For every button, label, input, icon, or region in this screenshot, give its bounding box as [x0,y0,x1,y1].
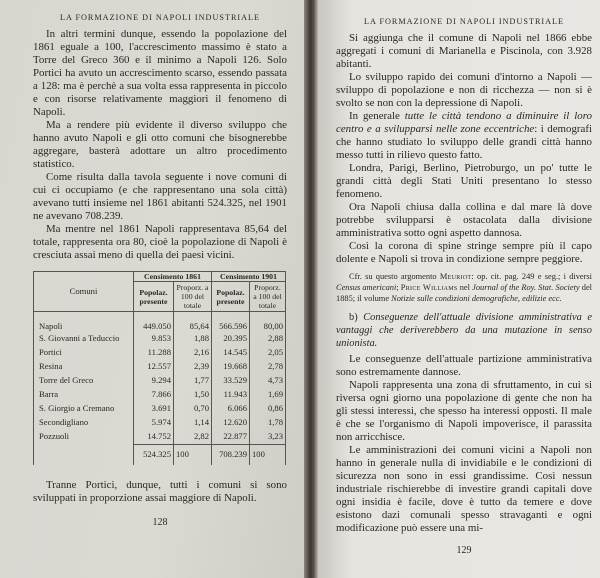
paragraph: Tranne Portici, dunque, tutti i comuni si sono sviluppati in proporzione assai maggiore di Napoli. [33,478,287,504]
table-cell: 0,86 [250,402,286,416]
text-run: ; [396,283,401,292]
table-row [34,312,286,332]
paragraph: Le conseguenze dell'attuale partizione amministrativa sono estremamente dannose. [336,353,592,378]
paragraph: Così la corona di spine stringe sempre più il capo dolente e Napoli si trova in condizione sempre peggiore. [336,240,592,265]
comune-name: Pozzuoli [34,430,134,445]
book-gutter [304,0,318,578]
text-run: : i demografi che hanno studiato lo sviluppo delle grandi città hanno messo tutti in rilievo questo fatto. [336,123,592,161]
total-cell: 708.239 [212,444,250,465]
right-page [318,0,600,578]
table-cell: 1,88 [174,332,212,346]
total-cell: 524.325 [134,444,174,465]
italic-run: Notizie sulle condizioni demografiche, edilizie ecc. [391,294,562,303]
table-cell: 2,78 [250,360,286,374]
paragraph: Ma a rendere più evidente il diverso sviluppo che hanno avuto Napoli e gli otto comuni che bisognerebbe aggregare, basterà adottare un altro procedimento statistico. [33,119,287,170]
table-cell: 1,14 [174,416,212,430]
header-census-1901: Censimento 1901 [212,272,286,282]
table-cell: 2,05 [250,346,286,360]
section-label: b) [349,312,364,323]
page-number-left: 128 [152,516,168,528]
table-row [34,374,286,388]
running-head: LA FORMAZIONE DI NAPOLI INDUSTRIALE [363,17,565,26]
table-cell: 80,00 [250,312,286,332]
header-prop-1861: Proporz. a 100 del totale [174,282,212,312]
paragraph [336,110,592,162]
text-run: Cfr. su questo argomento [349,272,440,281]
paragraph: Londra, Parigi, Berlino, Pietroburgo, un po' tutte le grandi città degli Stati Uniti presentano lo stesso fenomeno. [336,162,592,200]
comune-name: Barra [34,388,134,402]
paragraph: In altri termini dunque, essendo la popolazione del 1861 eguale a 100, l'accrescimento massimo è stato a Torre del Greco 360 e il minimo a Napoli 126. Solo Portici ha avuto un accrescimento scarso, essendo passata a 128: ma è perchè a sua volta essa rappresenta in piccolo e con risorse relativamente maggiori il fenomeno di Napoli. [33,28,287,118]
table-cell: 7.866 [134,388,174,402]
table-cell: 1,78 [250,416,286,430]
paragraph: Napoli rappresenta una zona di sfruttamento, in cui si riversa ogni giorno una popolazione di gente che non ha gli stessi interessi, che spesso ha interessi opposti. Il male è che se l'organismo di Napoli impoverisce, il parassita non arricchisce. [336,379,592,443]
left-body-text [33,28,287,262]
table-cell: 11.943 [212,388,250,402]
table-row [34,402,286,416]
after-table-text [33,479,287,505]
table-cell: 4,73 [250,374,286,388]
header-comuni: Comuni [34,272,134,312]
header-pop-1901: Popolaz. presente [212,282,250,312]
text-run: del 1885; il volume [336,283,593,303]
table-row [34,388,286,402]
footnote [336,271,592,304]
header-census-1861: Censimento 1861 [134,272,212,282]
comune-name: Resina [34,360,134,374]
paragraph: Lo sviluppo rapido dei comuni d'intorno a Napoli — sviluppo di popolazione e non di ricchezza — non si è svolto se non con la depressione di Napoli. [336,71,592,109]
text-run: nel [457,283,473,292]
empty-cell [34,444,134,465]
table-cell: 12.557 [134,360,174,374]
total-cell: 100 [174,444,212,465]
header-prop-1901: Proporz. a 100 del totale [250,282,286,312]
totals-row [34,444,286,465]
table-cell: 2,16 [174,346,212,360]
table-cell: 0,70 [174,402,212,416]
table-cell: 9.294 [134,374,174,388]
table-cell: 1,77 [174,374,212,388]
population-table [33,271,286,465]
table-row [34,430,286,445]
text-run: : op. cit. pag. 249 e seg.; i diversi [471,272,592,281]
table-cell: 1,69 [250,388,286,402]
table-cell: 566.596 [212,312,250,332]
paragraph: Ma mentre nel 1861 Napoli rappresentava 85,64 del totale, rappresenta ora 80, cioè la popolazione di Napoli è cresciuta assai meno di quella dei paesi vicini. [33,223,287,261]
author-name: Price Williams [400,283,458,292]
table-cell: 20.395 [212,332,250,346]
table-cell: 5.974 [134,416,174,430]
total-cell: 100 [250,444,286,465]
comune-name: S. Giovanni a Teduccio [34,332,134,346]
running-head: LA FORMAZIONE DI NAPOLI INDUSTRIALE [59,13,261,22]
comune-name: Secondigliano [34,416,134,430]
table-cell: 3,23 [250,430,286,445]
table-cell: 14.545 [212,346,250,360]
table-cell: 19.668 [212,360,250,374]
paragraph: Ora Napoli chiusa dalla collina e dal mare là dove potrebbe svilupparsi è ostacolata dalla divisione amministrativa sotto ogni aspetto dannosa. [336,201,592,239]
table-cell: 12.620 [212,416,250,430]
table-cell: 14.752 [134,430,174,445]
table-row [34,346,286,360]
paragraph: Le amministrazioni dei comuni vicini a Napoli non hanno in generale nulla di invidiabile e le condizioni di sicurezza non sono in essi grandissime. Così nessun industriale rischierebbe di investire grandi capitali dove ogni insidia è facile, dove è tutto da temere e dove esistono dazi comunali spesso stravaganti e ogni modificazione può essere una mi- [336,444,592,534]
italic-run: tutte le città tendono a diminuire il loro centro e a svilupparsi nelle zone eccentriche [336,110,592,135]
table-row [34,332,286,346]
table-cell: 22.877 [212,430,250,445]
table-cell: 6.066 [212,402,250,416]
table-cell: 1,50 [174,388,212,402]
text-run: In generale [349,110,405,122]
comune-name: Torre del Greco [34,374,134,388]
table-cell: 2,39 [174,360,212,374]
italic-run: Census americani [336,283,397,292]
page-number-right: 129 [456,545,472,556]
table-cell: 2,82 [174,430,212,445]
section-heading [336,311,592,350]
table-cell: 9.853 [134,332,174,346]
table-row [34,416,286,430]
paragraph: Si aggiunga che il comune di Napoli nel 1866 ebbe aggregati i comuni di Marianella e Piscinola, con 3.928 abitanti. [336,32,592,70]
section-title: Conseguenze dell'attuale divisione amministrativa e vantaggi che deriverebbero da una mutazione in senso unionista. [336,312,592,349]
paragraph: Come risulta dalla tavola seguente i nove comuni di cui ci occupiamo (e che rappresentano una sola città) avevano tutti insieme nel 1861 abitanti 524.325, nel 1901 ne avevano 708.239. [33,171,287,222]
table-cell: 11.288 [134,346,174,360]
right-body-text [336,32,592,535]
author-name: Meuriot [439,272,472,281]
comune-name: Napoli [34,312,134,332]
table-cell: 2,88 [250,332,286,346]
table-cell: 33.529 [212,374,250,388]
table-cell: 85,64 [174,312,212,332]
italic-run: Journal of the Roy. Stat. Society [472,283,580,292]
table-cell: 449.050 [134,312,174,332]
table-row [34,360,286,374]
table-cell: 3.691 [134,402,174,416]
header-pop-1861: Popolaz. presente [134,282,174,312]
comune-name: Portici [34,346,134,360]
comune-name: S. Giorgio a Cremano [34,402,134,416]
